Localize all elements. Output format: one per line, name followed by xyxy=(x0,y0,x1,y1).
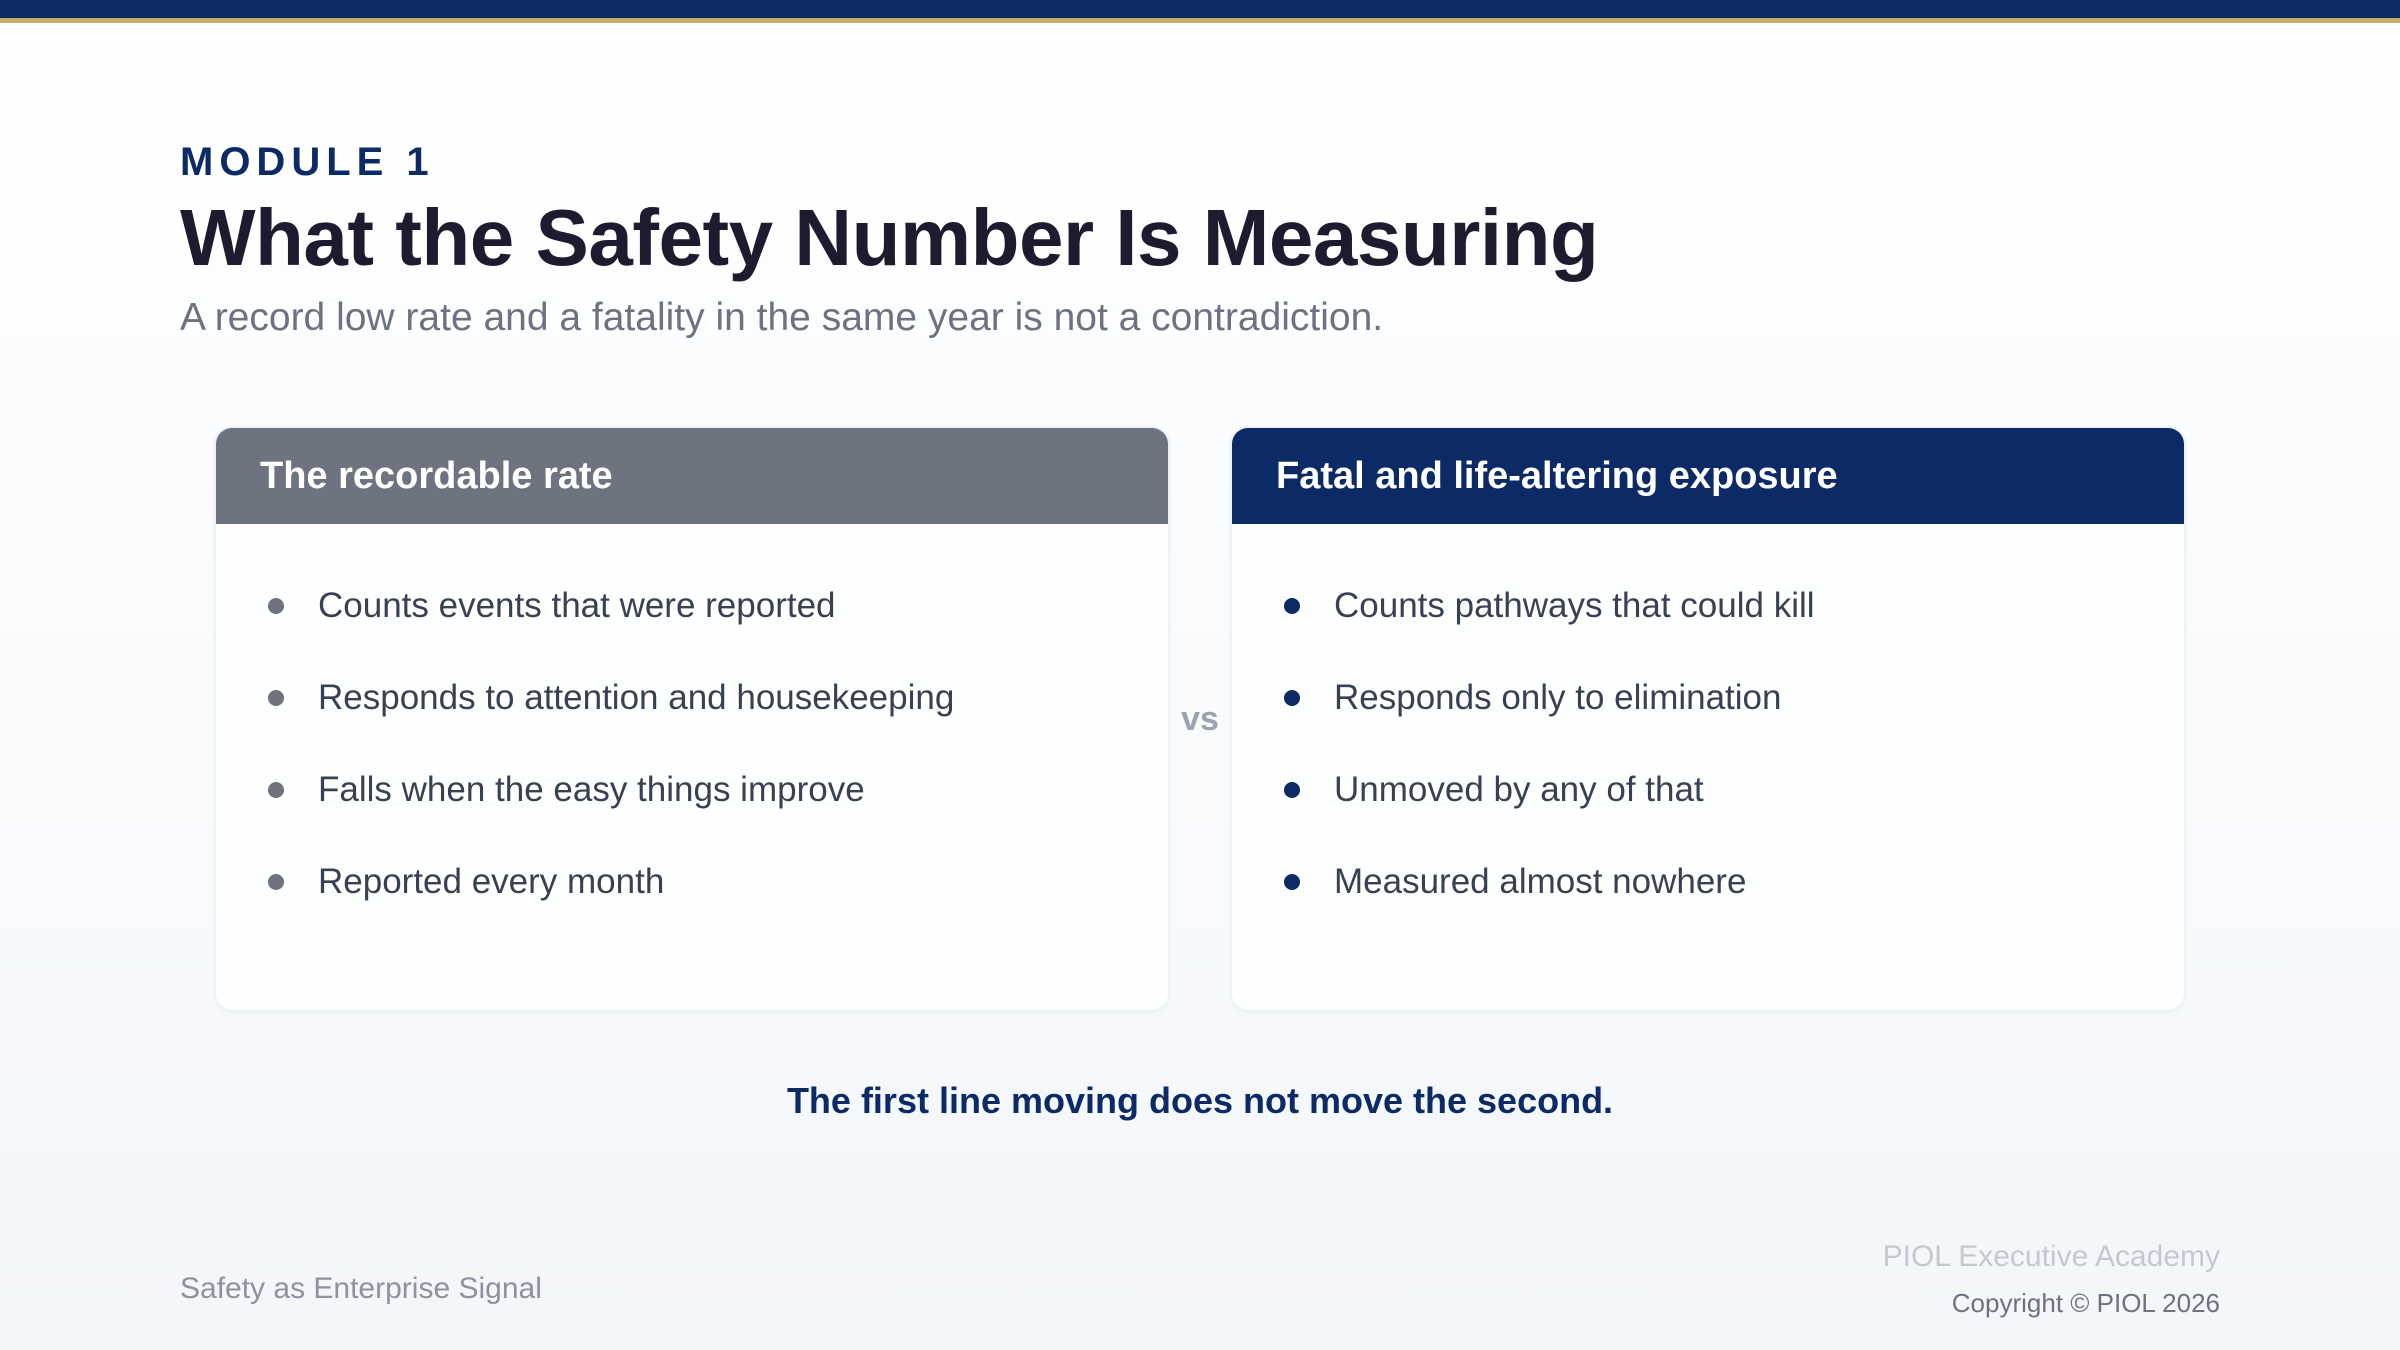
bullet-icon xyxy=(268,690,284,706)
card-list xyxy=(216,524,1168,928)
bullet-icon xyxy=(268,874,284,890)
list-item xyxy=(1284,744,2184,836)
list-item xyxy=(1284,652,2184,744)
list-item xyxy=(268,560,1168,652)
fatal-exposure-card xyxy=(1232,428,2184,1010)
list-item-text: Measured almost nowhere xyxy=(1334,862,1747,901)
list-item xyxy=(268,652,1168,744)
bullet-icon xyxy=(1284,598,1300,614)
list-item xyxy=(268,836,1168,928)
list-item xyxy=(1284,560,2184,652)
top-bar xyxy=(0,0,2400,18)
bullet-icon xyxy=(1284,782,1300,798)
page-subtitle: A record low rate and a fatality in the same year is not a contradiction. xyxy=(180,296,1384,339)
card-list xyxy=(1232,524,2184,928)
recordable-rate-card xyxy=(216,428,1168,1010)
bullet-icon xyxy=(268,598,284,614)
bullet-icon xyxy=(268,782,284,798)
list-item-text: Reported every month xyxy=(318,862,665,901)
list-item-text: Responds only to elimination xyxy=(1334,678,1782,717)
list-item xyxy=(1284,836,2184,928)
bullet-icon xyxy=(1284,874,1300,890)
vs-label: vs xyxy=(1181,700,1219,738)
card-header-fatal-exposure: Fatal and life-altering exposure xyxy=(1232,428,2184,524)
list-item-text: Responds to attention and housekeeping xyxy=(318,678,955,717)
top-accent-line xyxy=(0,18,2400,23)
module-label: MODULE 1 xyxy=(180,140,435,184)
card-header-recordable-rate: The recordable rate xyxy=(216,428,1168,524)
footer-copyright: Copyright © PIOL 2026 xyxy=(1951,1288,2220,1318)
footer-course-name: Safety as Enterprise Signal xyxy=(180,1272,542,1305)
list-item-text: Counts pathways that could kill xyxy=(1334,586,1815,625)
conclusion-text: The first line moving does not move the second. xyxy=(786,1080,1614,1121)
list-item xyxy=(268,744,1168,836)
list-item-text: Falls when the easy things improve xyxy=(318,770,865,809)
bullet-icon xyxy=(1284,690,1300,706)
footer-brand: PIOL Executive Academy xyxy=(1882,1240,2220,1273)
list-item-text: Counts events that were reported xyxy=(318,586,836,625)
page-title: What the Safety Number Is Measuring xyxy=(180,193,1599,282)
list-item-text: Unmoved by any of that xyxy=(1334,770,1704,809)
